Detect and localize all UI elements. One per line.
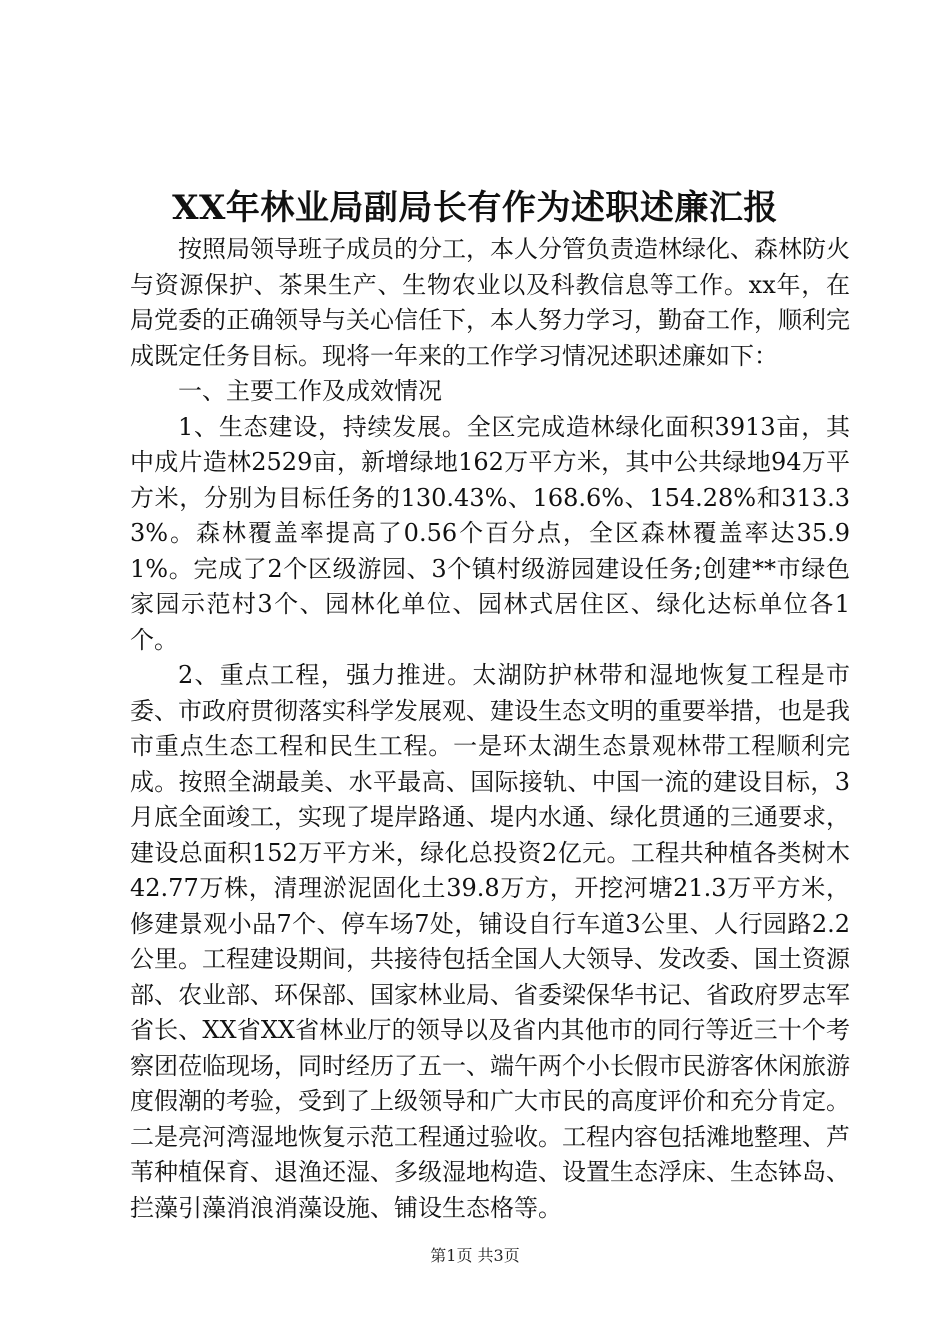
document-title: XX年林业局副局长有作为述职述廉汇报: [172, 188, 778, 228]
section-heading: 一、主要工作及成效情况: [178, 377, 442, 405]
paragraph-key-projects: 2、重点工程，强力推进。太湖防护林带和湿地恢复工程是市委、市政府贯彻落实科学发展观、建设生态文明的重要举措，也是我市重点生态工程和民生工程。一是环太湖生态景观林带工程顺利完成。按照全湖最美、水平最高、国际接轨、中国一流的建设目标，3月底全面竣工，实现了堤岸路通、堤内水通、绿化贯通的三通要求，建设总面积152万平方米，绿化总投资2亿元。工程共种植各类树木42.77万株，清理淤泥固化土39.8万方，开挖河塘21.3万平方米，修建景观小品7个、停车场7处，铺设自行车道3公里、人行园路2.2公里。工程建设期间，共接待包括全国人大领导、发改委、国土资源部、农业部、环保部、国家林业局、省委梁保华书记、省政府罗志军省长、XX省XX省林业厅的领导以及省内其他市的同行等近三十个考察团莅临现场，同时经历了五一、端午两个小长假市民游客休闲旅游度假潮的考验，受到了上级领导和广大市民的高度评价和充分肯定。二是亮河湾湿地恢复示范工程通过验收。工程内容包括滩地整理、芦苇种植保育、退渔还湿、多级湿地构造、设置生态浮床、生态钵岛、拦藻引藻消浪消藻设施、铺设生态格等。: [130, 661, 850, 1222]
document-body: [130, 232, 850, 1226]
page-footer: 第1页 共3页: [430, 1246, 520, 1265]
paragraph-ecology: 1、生态建设，持续发展。全区完成造林绿化面积3913亩，其中成片造林2529亩，新增绿地162万平方米，其中公共绿地94万平方米，分别为目标任务的130.43%、168.6%、154.28%和313.33%。森林覆盖率提高了0.56个百分点，全区森林覆盖率达35.91%。完成了2个区级游园、3个镇村级游园建设任务;创建**市绿色家园示范村3个、园林化单位、园林式居住区、绿化达标单位各1个。: [130, 412, 850, 654]
paragraph-intro: 按照局领导班子成员的分工，本人分管负责造林绿化、森林防火与资源保护、茶果生产、生物农业以及科教信息等工作。xx年，在局党委的正确领导与关心信任下，本人努力学习，勤奋工作，顺利完成既定任务目标。现将一年来的工作学习情况述职述廉如下：: [130, 235, 850, 370]
